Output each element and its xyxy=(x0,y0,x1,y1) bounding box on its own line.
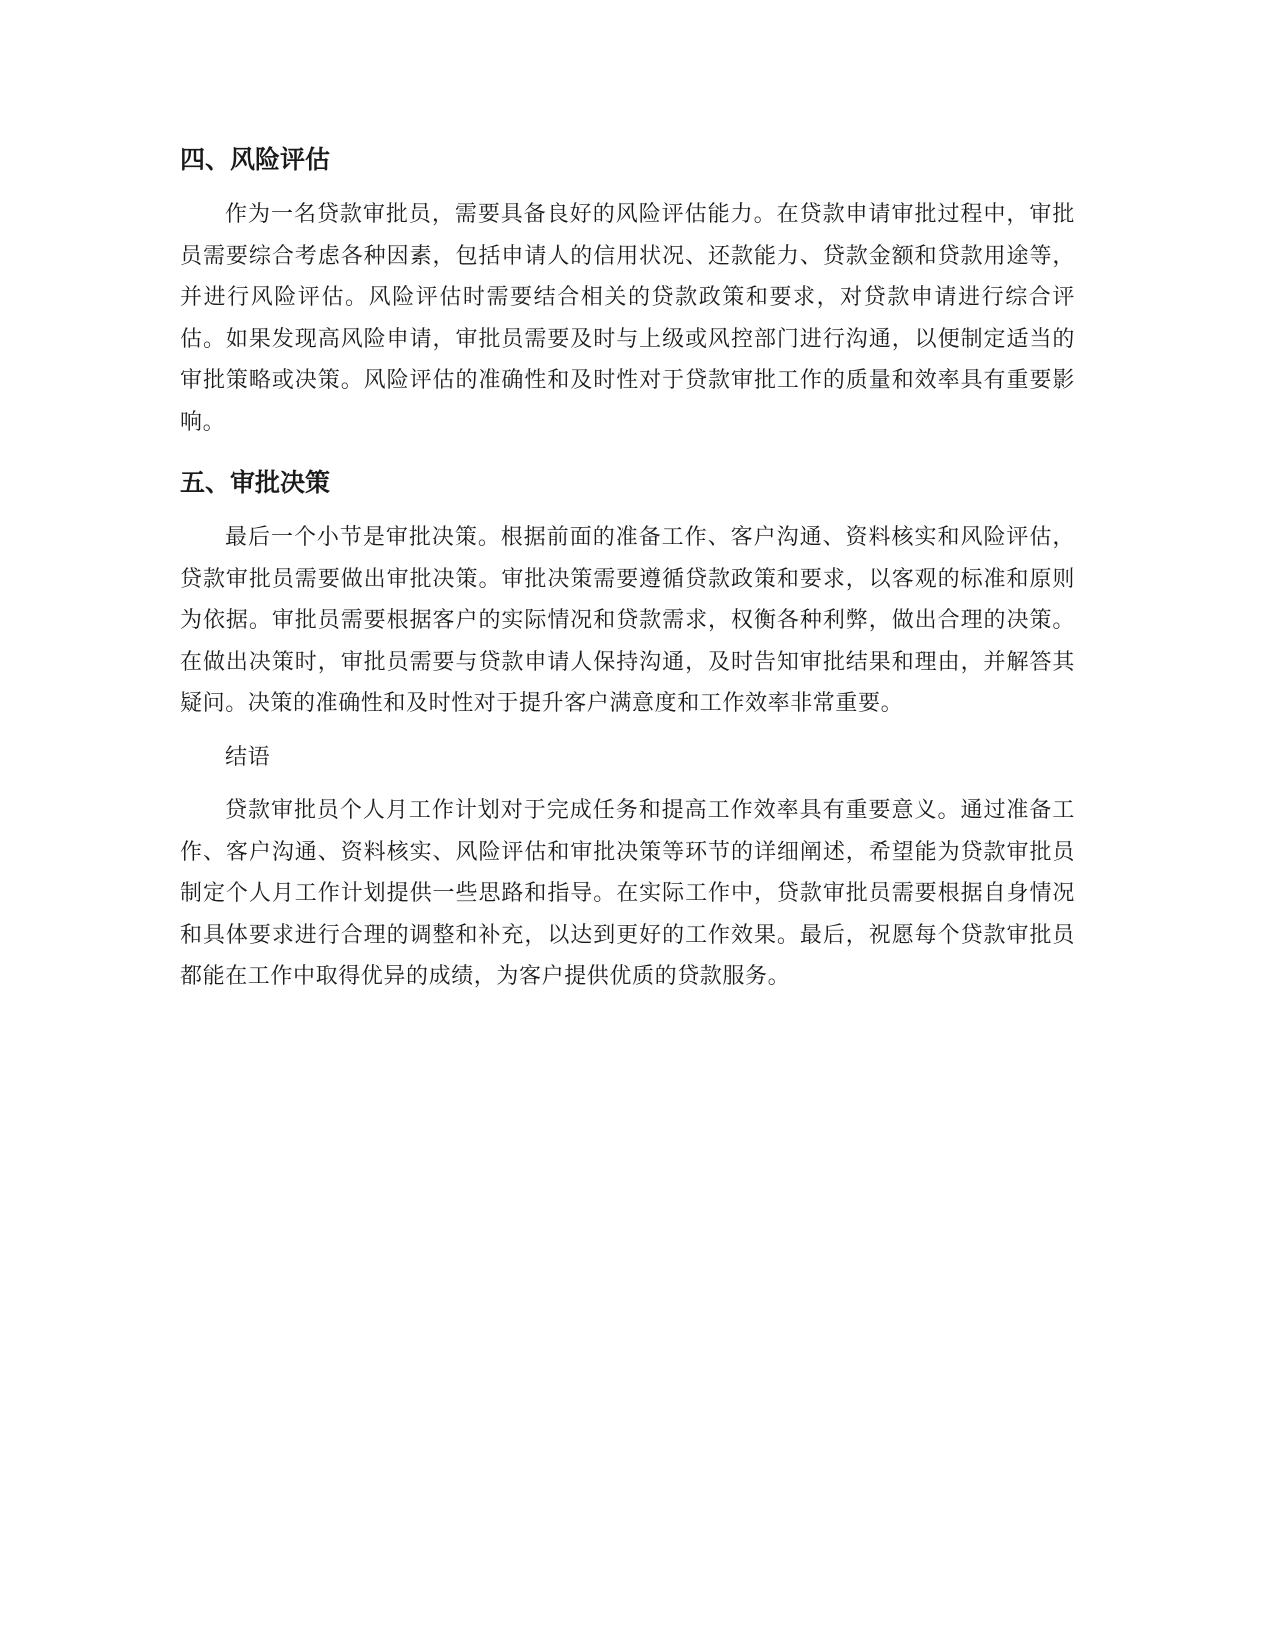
section-paragraph-approval-decision: 最后一个小节是审批决策。根据前面的准备工作、客户沟通、资料核实和风险评估，贷款审批员需要做出审批决策。审批决策需要遵循贷款政策和要求，以客观的标准和原则为依据。审批员需要根据客户的实际情况和贷款需求，权衡各种利弊，做出合理的决策。在做出决策时，审批员需要与贷款申请人保持沟通，及时告知审批结果和理由，并解答其疑问。决策的准确性和及时性对于提升客户满意度和工作效率非常重要。 xyxy=(180,525,1075,716)
document-page xyxy=(180,140,1075,998)
section-heading-risk-assessment: 四、风险评估 xyxy=(180,145,331,174)
closing-label: 结语 xyxy=(225,744,271,770)
section-paragraph-risk-assessment: 作为一名贷款审批员，需要具备良好的风险评估能力。在贷款申请审批过程中，审批员需要综合考虑各种因素，包括申请人的信用状况、还款能力、贷款金额和贷款用途等，并进行风险评估。风险评估时需要结合相关的贷款政策和要求，对贷款申请进行综合评估。如果发现高风险申请，审批员需要及时与上级或风控部门进行沟通，以便制定适当的审批策略或决策。风险评估的准确性和及时性对于贷款审批工作的质量和效率具有重要影响。 xyxy=(180,202,1075,435)
section-heading-approval-decision: 五、审批决策 xyxy=(180,468,331,497)
closing-paragraph: 贷款审批员个人月工作计划对于完成任务和提高工作效率具有重要意义。通过准备工作、客户沟通、资料核实、风险评估和审批决策等环节的详细阐述，希望能为贷款审批员制定个人月工作计划提供一些思路和指导。在实际工作中，贷款审批员需要根据自身情况和具体要求进行合理的调整和补充，以达到更好的工作效果。最后，祝愿每个贷款审批员都能在工作中取得优异的成绩，为客户提供优质的贷款服务。 xyxy=(180,798,1075,989)
